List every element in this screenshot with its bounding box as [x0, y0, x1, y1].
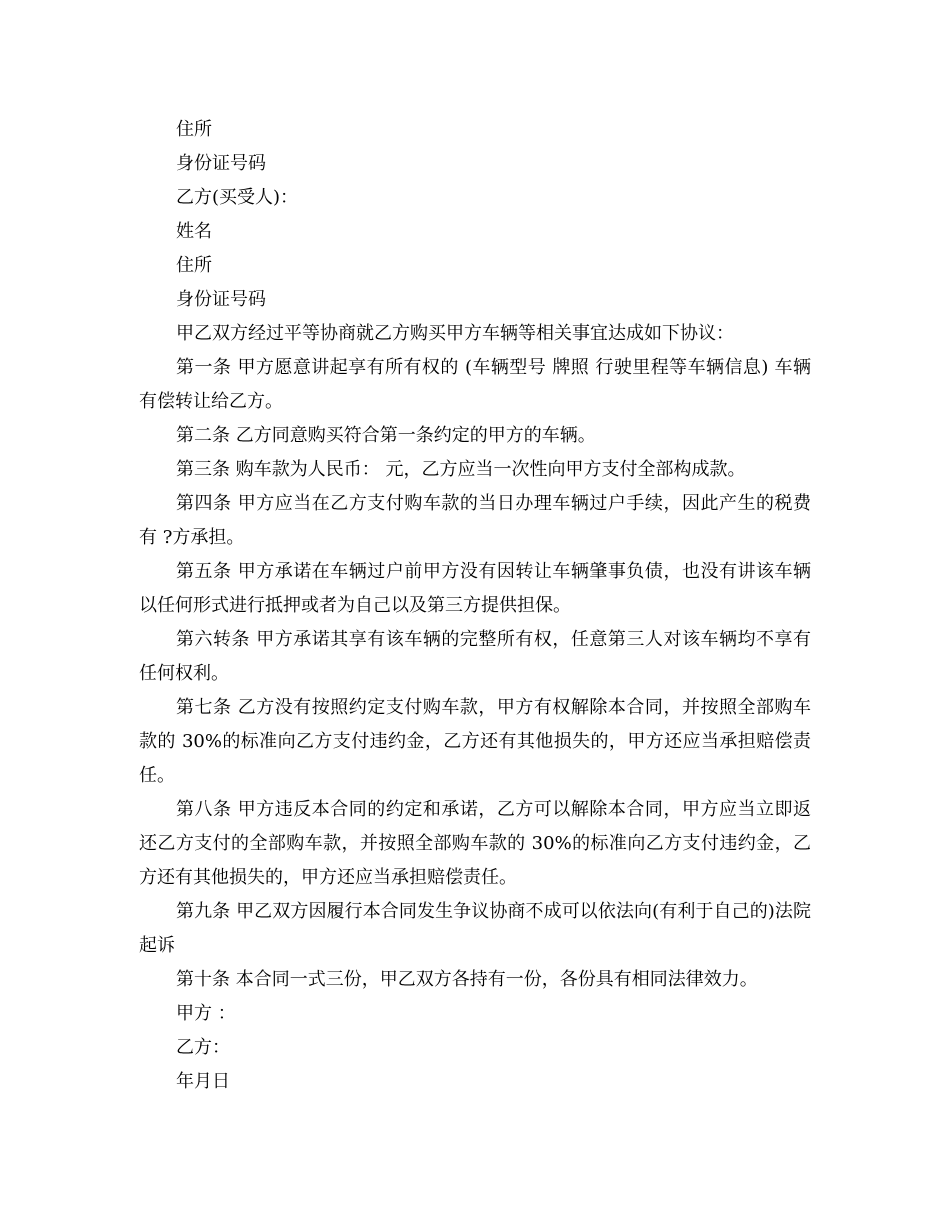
- buyer-id-number-label: 身份证号码: [176, 289, 266, 310]
- article-6: 第六转条 甲方承诺其享有该车辆的完整所有权，任意第三人对该车辆均不享有任何权利。: [139, 629, 811, 684]
- article-10: 第十条 本合同一式三份，甲乙双方各持有一份，各份具有相同法律效力。: [176, 969, 758, 990]
- article-3: 第三条 购车款为人民币： 元，乙方应当一次性向甲方支付全部构成款。: [176, 459, 746, 480]
- seller-address-label: 住所: [176, 119, 212, 140]
- party-a-signature-label: 甲方 ：: [176, 1003, 236, 1024]
- article-list: [139, 351, 811, 997]
- buyer-heading: 乙方(买受人)：: [176, 187, 299, 208]
- date-label: 年月日: [176, 1071, 230, 1092]
- article-8: 第八条 甲方违反本合同的约定和承诺，乙方可以解除本合同，甲方应当立即返还乙方支付的全部购车款，并按照全部购车款的 30%的标准向乙方支付违约金，乙方还有其他损失的，甲方还应当承担赔偿责任。: [139, 799, 811, 888]
- party-b-signature-label: 乙方：: [176, 1037, 230, 1058]
- article-1: 第一条 甲方愿意讲起享有所有权的 (车辆型号 牌照 行驶里程等车辆信息) 车辆有偿转让给乙方。: [139, 357, 811, 412]
- seller-id-number-label: 身份证号码: [176, 153, 266, 174]
- article-2: 第二条 乙方同意购买符合第一条约定的甲方的车辆。: [176, 425, 596, 446]
- article-7: 第七条 乙方没有按照约定支付购车款，甲方有权解除本合同，并按照全部购车款的 30%的标准向乙方支付违约金，乙方还有其他损失的，甲方还应当承担赔偿责任。: [139, 697, 811, 786]
- article-9: 第九条 甲乙双方因履行本合同发生争议协商不成可以依法向(有利于自己的)法院起诉: [139, 901, 811, 956]
- article-4: 第四条 甲方应当在乙方支付购车款的当日办理车辆过户手续，因此产生的税费有 ?方承担。: [139, 493, 811, 548]
- agreement-preamble: 甲乙双方经过平等协商就乙方购买甲方车辆等相关事宜达成如下协议：: [176, 323, 734, 344]
- contract-body: [139, 113, 811, 1099]
- article-5: 第五条 甲方承诺在车辆过户前甲方没有因转让车辆肇事负债，也没有讲该车辆以任何形式进行抵押或者为自己以及第三方提供担保。: [139, 561, 811, 616]
- buyer-address-label: 住所: [176, 255, 212, 276]
- buyer-name-label: 姓名: [176, 221, 212, 242]
